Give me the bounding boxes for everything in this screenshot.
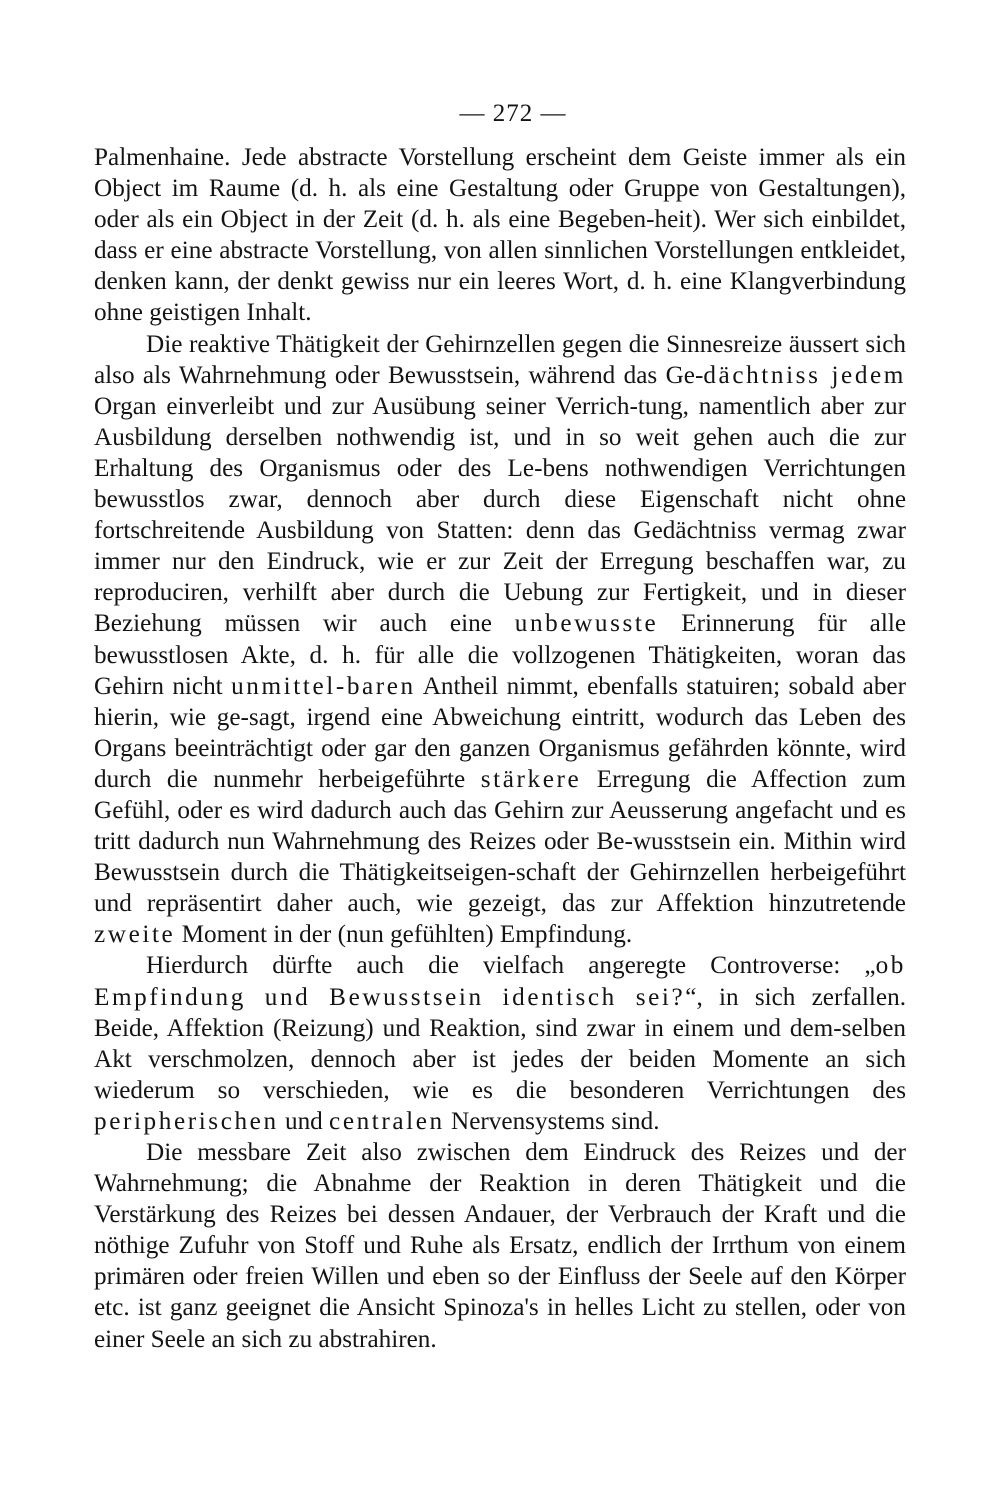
spaced-emphasis: ob Empfindung und Bewusstsein identisch sei? bbox=[94, 952, 906, 1011]
paragraph-text: Organ einverleibt und zur Ausübung seiner Verrich-tung, namentlich aber zur Ausbildung derselben nothwendig ist, und in so weit gehen auch die zur Erhaltung des Organismus oder des Le-bens nothwendigen Verrichtungen bewusstlos zwar, dennoch aber durch diese Eigenschaft nicht ohne fortschreitende Ausbildung von Statten: denn das Gedächtniss vermag zwar immer nur den Eindruck, wie er zur Zeit der Erregung beschaffen war, zu reproduciren, verhilft aber durch die Uebung zur Fertigkeit, und in dieser Beziehung müssen wir auch eine bbox=[94, 392, 906, 638]
paragraph-1 bbox=[94, 142, 906, 329]
spaced-emphasis: unbewusste bbox=[514, 610, 659, 638]
paragraph-text: Die messbare Zeit also zwischen dem Eindruck des Reizes und der Wahrnehmung; die Abnahme der Reaktion in deren Thätigkeit und die Verstärkung des Reizes bei dessen Andauer, der Verbrauch der Kraft und die nöthige Zufuhr von Stoff und Ruhe als Ersatz, endlich der Irrthum von einem primären oder freien Willen und eben so der Einfluss der Seele auf den Körper etc. ist ganz geeignet die Ansicht Spinoza's in helles Licht zu stellen, oder von einer Seele an sich zu abstrahiren. bbox=[94, 1139, 906, 1353]
paragraph-2 bbox=[94, 329, 906, 951]
paragraph-4 bbox=[94, 1137, 906, 1355]
spaced-emphasis: centralen bbox=[329, 1107, 445, 1135]
spaced-emphasis: peripherischen bbox=[94, 1107, 279, 1135]
spaced-emphasis: dächtniss jedem bbox=[703, 361, 906, 389]
paragraph-text: Hierdurch dürfte auch die vielfach angeregte Controverse: „ bbox=[146, 952, 876, 980]
paragraph-3 bbox=[94, 950, 906, 1137]
paragraph-text: und bbox=[278, 1107, 330, 1135]
paragraph-text: Erregung die Affection zum Gefühl, oder es wird dadurch auch das Gehirn zur Aeusserung angefacht und es tritt dadurch nun Wahrnehmung des Reizes oder Be-wusstsein ein. Mithin wird Bewusstsein durch die Thätigkeitseigen-schaft der Gehirnzellen herbeigeführt und repräsentirt daher auch, wie gezeigt, das zur Affektion hinzutretende bbox=[94, 765, 906, 918]
paragraph-text: “, in sich zerfallen. Beide, Affektion (Reizung) und Reaktion, sind zwar in einem und dem-selben Akt verschmolzen, dennoch aber ist jedes der beiden Momente an sich wiederum so verschieden, wie es die besonderen Verrichtungen des bbox=[94, 983, 906, 1104]
paragraph-text: Nervensystems sind. bbox=[444, 1107, 660, 1135]
page-number: — 272 — bbox=[459, 100, 567, 127]
book-page bbox=[94, 100, 906, 1355]
paragraph-text: Die reaktive Thätigkeit der Gehirnzellen gegen die Sinnesreize äussert sich also als Wahrnehmung oder Bewusstsein, während das Ge- bbox=[94, 330, 906, 389]
paragraph-text: Palmenhaine. Jede abstracte Vorstellung erscheint dem Geiste immer als ein Object im Raume (d. h. als eine Gestaltung oder Gruppe von Gestaltungen), oder als ein Object in der Zeit (d. h. als eine Begeben-heit). Wer sich einbildet, dass er eine abstracte Vorstellung, von allen sinnlichen Vorstellungen entkleidet, denken kann, der denkt gewiss nur ein leeres Wort, d. h. eine Klangverbindung ohne geistigen Inhalt. bbox=[94, 144, 906, 327]
spaced-emphasis: zweite bbox=[94, 921, 176, 949]
paragraph-text: Moment in der (nun gefühlten) Empfindung. bbox=[175, 921, 633, 949]
body-text bbox=[94, 142, 906, 1355]
spaced-emphasis: unmittel-baren bbox=[231, 672, 416, 700]
spaced-emphasis: stärkere bbox=[480, 765, 582, 793]
paragraph-text: Antheil nimmt, ebenfalls statuiren; sobald aber hierin, wie ge-sagt, irgend eine Abweichung eintritt, wodurch das Leben des Organs beeinträchtigt oder gar den ganzen Organismus gefährden könnte, wird durch die nunmehr herbeigeführte bbox=[94, 672, 906, 793]
paragraph-text: Erinnerung für alle bewusstlosen Akte, d. h. für alle die vollzogenen Thätigkeiten, woran das Gehirn nicht bbox=[94, 610, 906, 700]
